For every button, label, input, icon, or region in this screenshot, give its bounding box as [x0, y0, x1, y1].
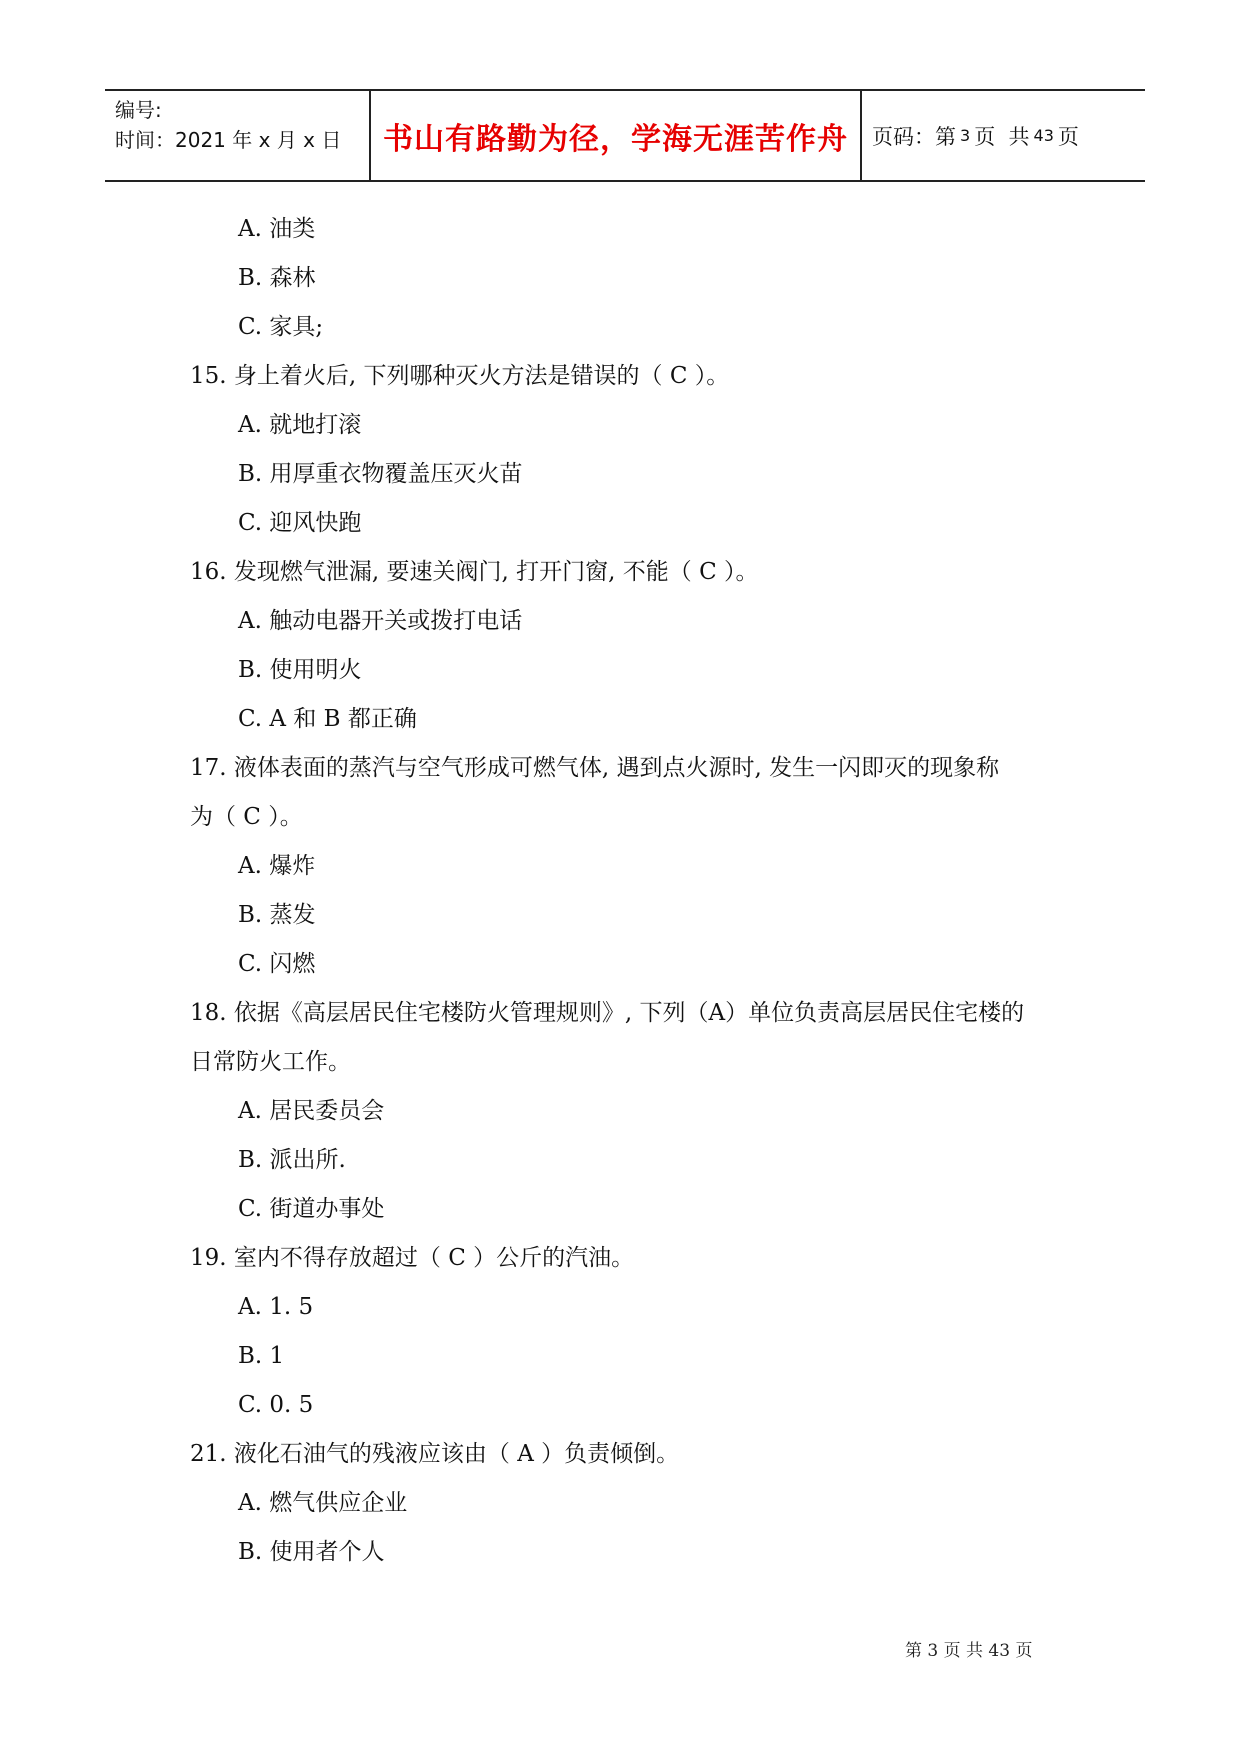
answer-option: A. 燃气供应企业 [238, 1490, 408, 1516]
answer-option: A. 油类 [238, 216, 316, 242]
question-text: 为（ C ）。 [190, 804, 303, 830]
answer-option: C. 闪燃 [238, 951, 316, 977]
page-suffix: 页 [1057, 124, 1079, 149]
header-time-label: 时间：2021 年 x 月 x 日 [115, 128, 342, 152]
answer-option: B. 派出所. [238, 1147, 346, 1173]
answer-option: B. 使用者个人 [238, 1539, 385, 1565]
answer-option: C. 0. 5 [238, 1392, 314, 1418]
answer-option: A. 1. 5 [238, 1294, 314, 1320]
question-text: 17. 液体表面的蒸汽与空气形成可燃气体, 遇到点火源时, 发生一闪即灭的现象称 [190, 755, 1000, 781]
page-header [105, 89, 1145, 182]
answer-option: C. 街道办事处 [238, 1196, 385, 1222]
answer-option: C. 家具; [238, 314, 324, 340]
question-text: 15. 身上着火后, 下列哪种灭火方法是错误的（ C ）。 [190, 363, 730, 389]
header-divider [860, 89, 862, 182]
answer-option: C. 迎风快跑 [238, 510, 362, 536]
answer-option: B. 用厚重衣物覆盖压灭火苗 [238, 461, 523, 487]
question-text: 日常防火工作。 [190, 1049, 351, 1075]
question-text: 16. 发现燃气泄漏, 要速关阀门, 打开门窗, 不能（ C ）。 [190, 559, 759, 585]
answer-option: A. 爆炸 [238, 853, 316, 879]
header-number-label: 编号: [115, 98, 162, 122]
answer-option: B. 1 [238, 1343, 285, 1369]
answer-option: A. 触动电器开关或拨打电话 [238, 608, 523, 634]
answer-option: B. 森林 [238, 265, 316, 291]
answer-option: B. 使用明火 [238, 657, 362, 683]
header-page-number [872, 91, 1079, 180]
answer-option: A. 就地打滚 [238, 412, 362, 438]
page-prefix: 页码：第 [872, 124, 956, 149]
page-mid: 页 共 [974, 124, 1030, 149]
page-footer: 第 3 页 共 43 页 [905, 1641, 1033, 1661]
page-current: 3 [960, 126, 971, 145]
document-body [190, 205, 1070, 1577]
header-motto: 书山有路勤为径，学海无涯苦作舟 [383, 121, 848, 157]
page-total: 43 [1033, 126, 1054, 145]
answer-option: C. A 和 B 都正确 [238, 706, 417, 732]
question-text: 18. 依据《高层居民住宅楼防火管理规则》, 下列（A）单位负责高层居民住宅楼的 [190, 1000, 1025, 1026]
header-meta [115, 95, 341, 155]
answer-option: B. 蒸发 [238, 902, 316, 928]
question-text: 21. 液化石油气的残液应该由（ A ）负责倾倒。 [190, 1441, 680, 1467]
answer-option: A. 居民委员会 [238, 1098, 385, 1124]
question-text: 19. 室内不得存放超过（ C ）公斤的汽油。 [190, 1245, 635, 1271]
